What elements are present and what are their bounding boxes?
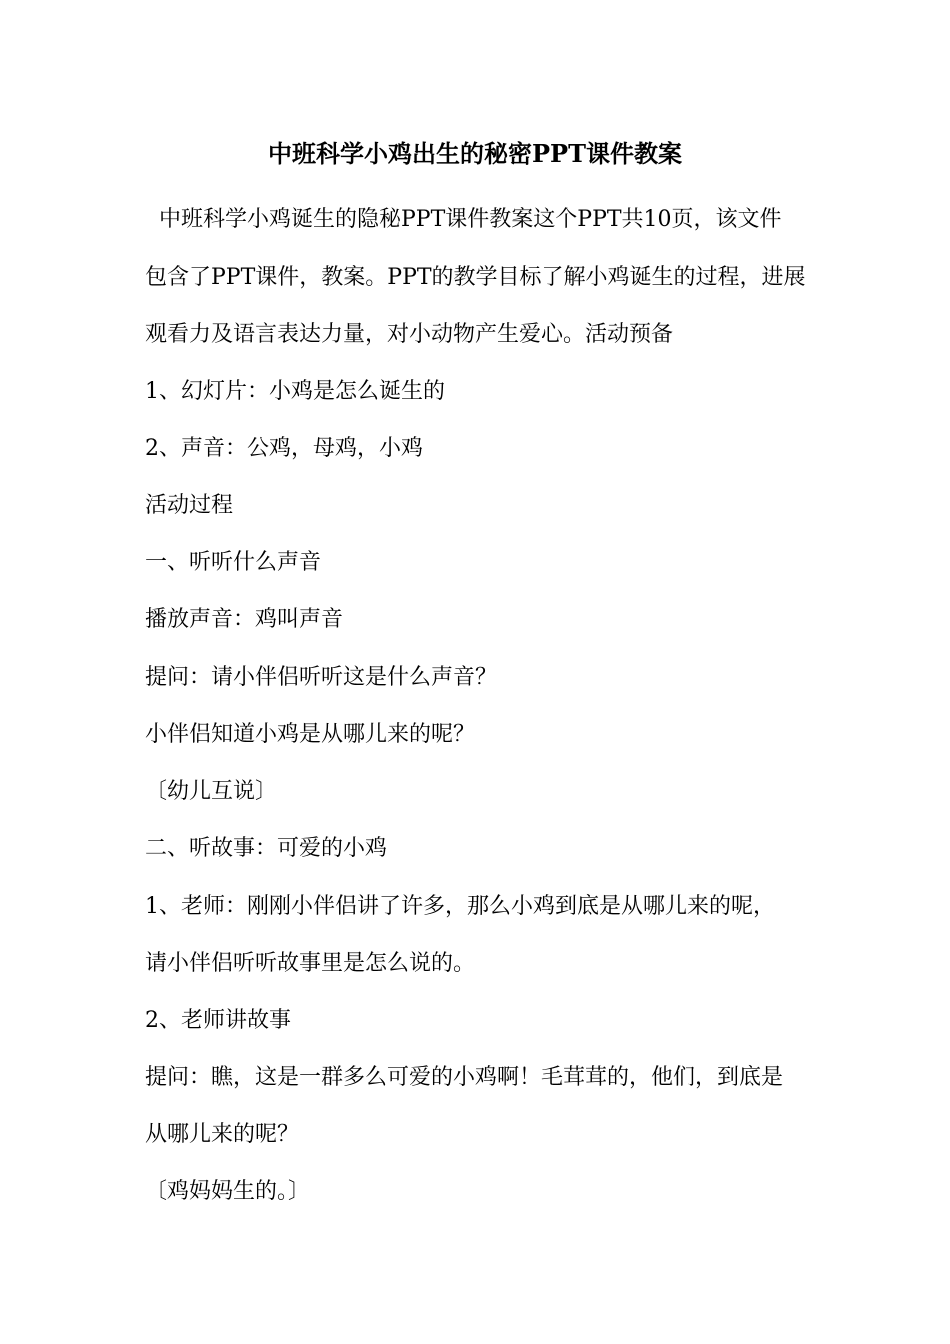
section-heading-1: 一、听听什么声音 [145, 550, 322, 575]
body-line-10: 小伴侣知道小鸡是从哪儿来的呢？ [145, 722, 476, 747]
body-line-1: 中班科学小鸡诞生的隐秘PPT课件教案这个PPT共10页，该文件 [159, 207, 782, 232]
body-line-3: 观看力及语言表达力量，对小动物产生爱心。活动预备 [145, 322, 674, 347]
section-heading-2: 二、听故事：可爱的小鸡 [145, 836, 388, 861]
body-line-11: 〔幼儿互说〕 [145, 779, 278, 804]
body-line-17: 从哪儿来的呢？ [145, 1122, 300, 1147]
body-line-2: 包含了PPT课件，教案。PPT的教学目标了解小鸡诞生的过程，进展 [145, 265, 806, 290]
section-heading-activity-process: 活动过程 [145, 493, 234, 518]
body-line-13: 1、老师：刚刚小伴侣讲了许多，那么小鸡到底是从哪儿来的呢， [145, 894, 775, 919]
body-line-4: 1、幻灯片：小鸡是怎么诞生的 [145, 379, 445, 404]
body-line-8: 播放声音：鸡叫声音 [145, 607, 344, 632]
body-line-16: 提问：瞧，这是一群多么可爱的小鸡啊！毛茸茸的，他们，到底是 [145, 1065, 784, 1090]
document-title: 中班科学小鸡出生的秘密PPT课件教案 [268, 139, 682, 168]
body-line-5: 2、声音：公鸡，母鸡，小鸡 [145, 436, 423, 461]
body-line-15: 2、老师讲故事 [145, 1008, 291, 1033]
body-line-14: 请小伴侣听听故事里是怎么说的。 [145, 951, 476, 976]
body-line-9: 提问：请小伴侣听听这是什么声音？ [145, 665, 498, 690]
body-line-18: 〔鸡妈妈生的。〕 [145, 1179, 311, 1204]
